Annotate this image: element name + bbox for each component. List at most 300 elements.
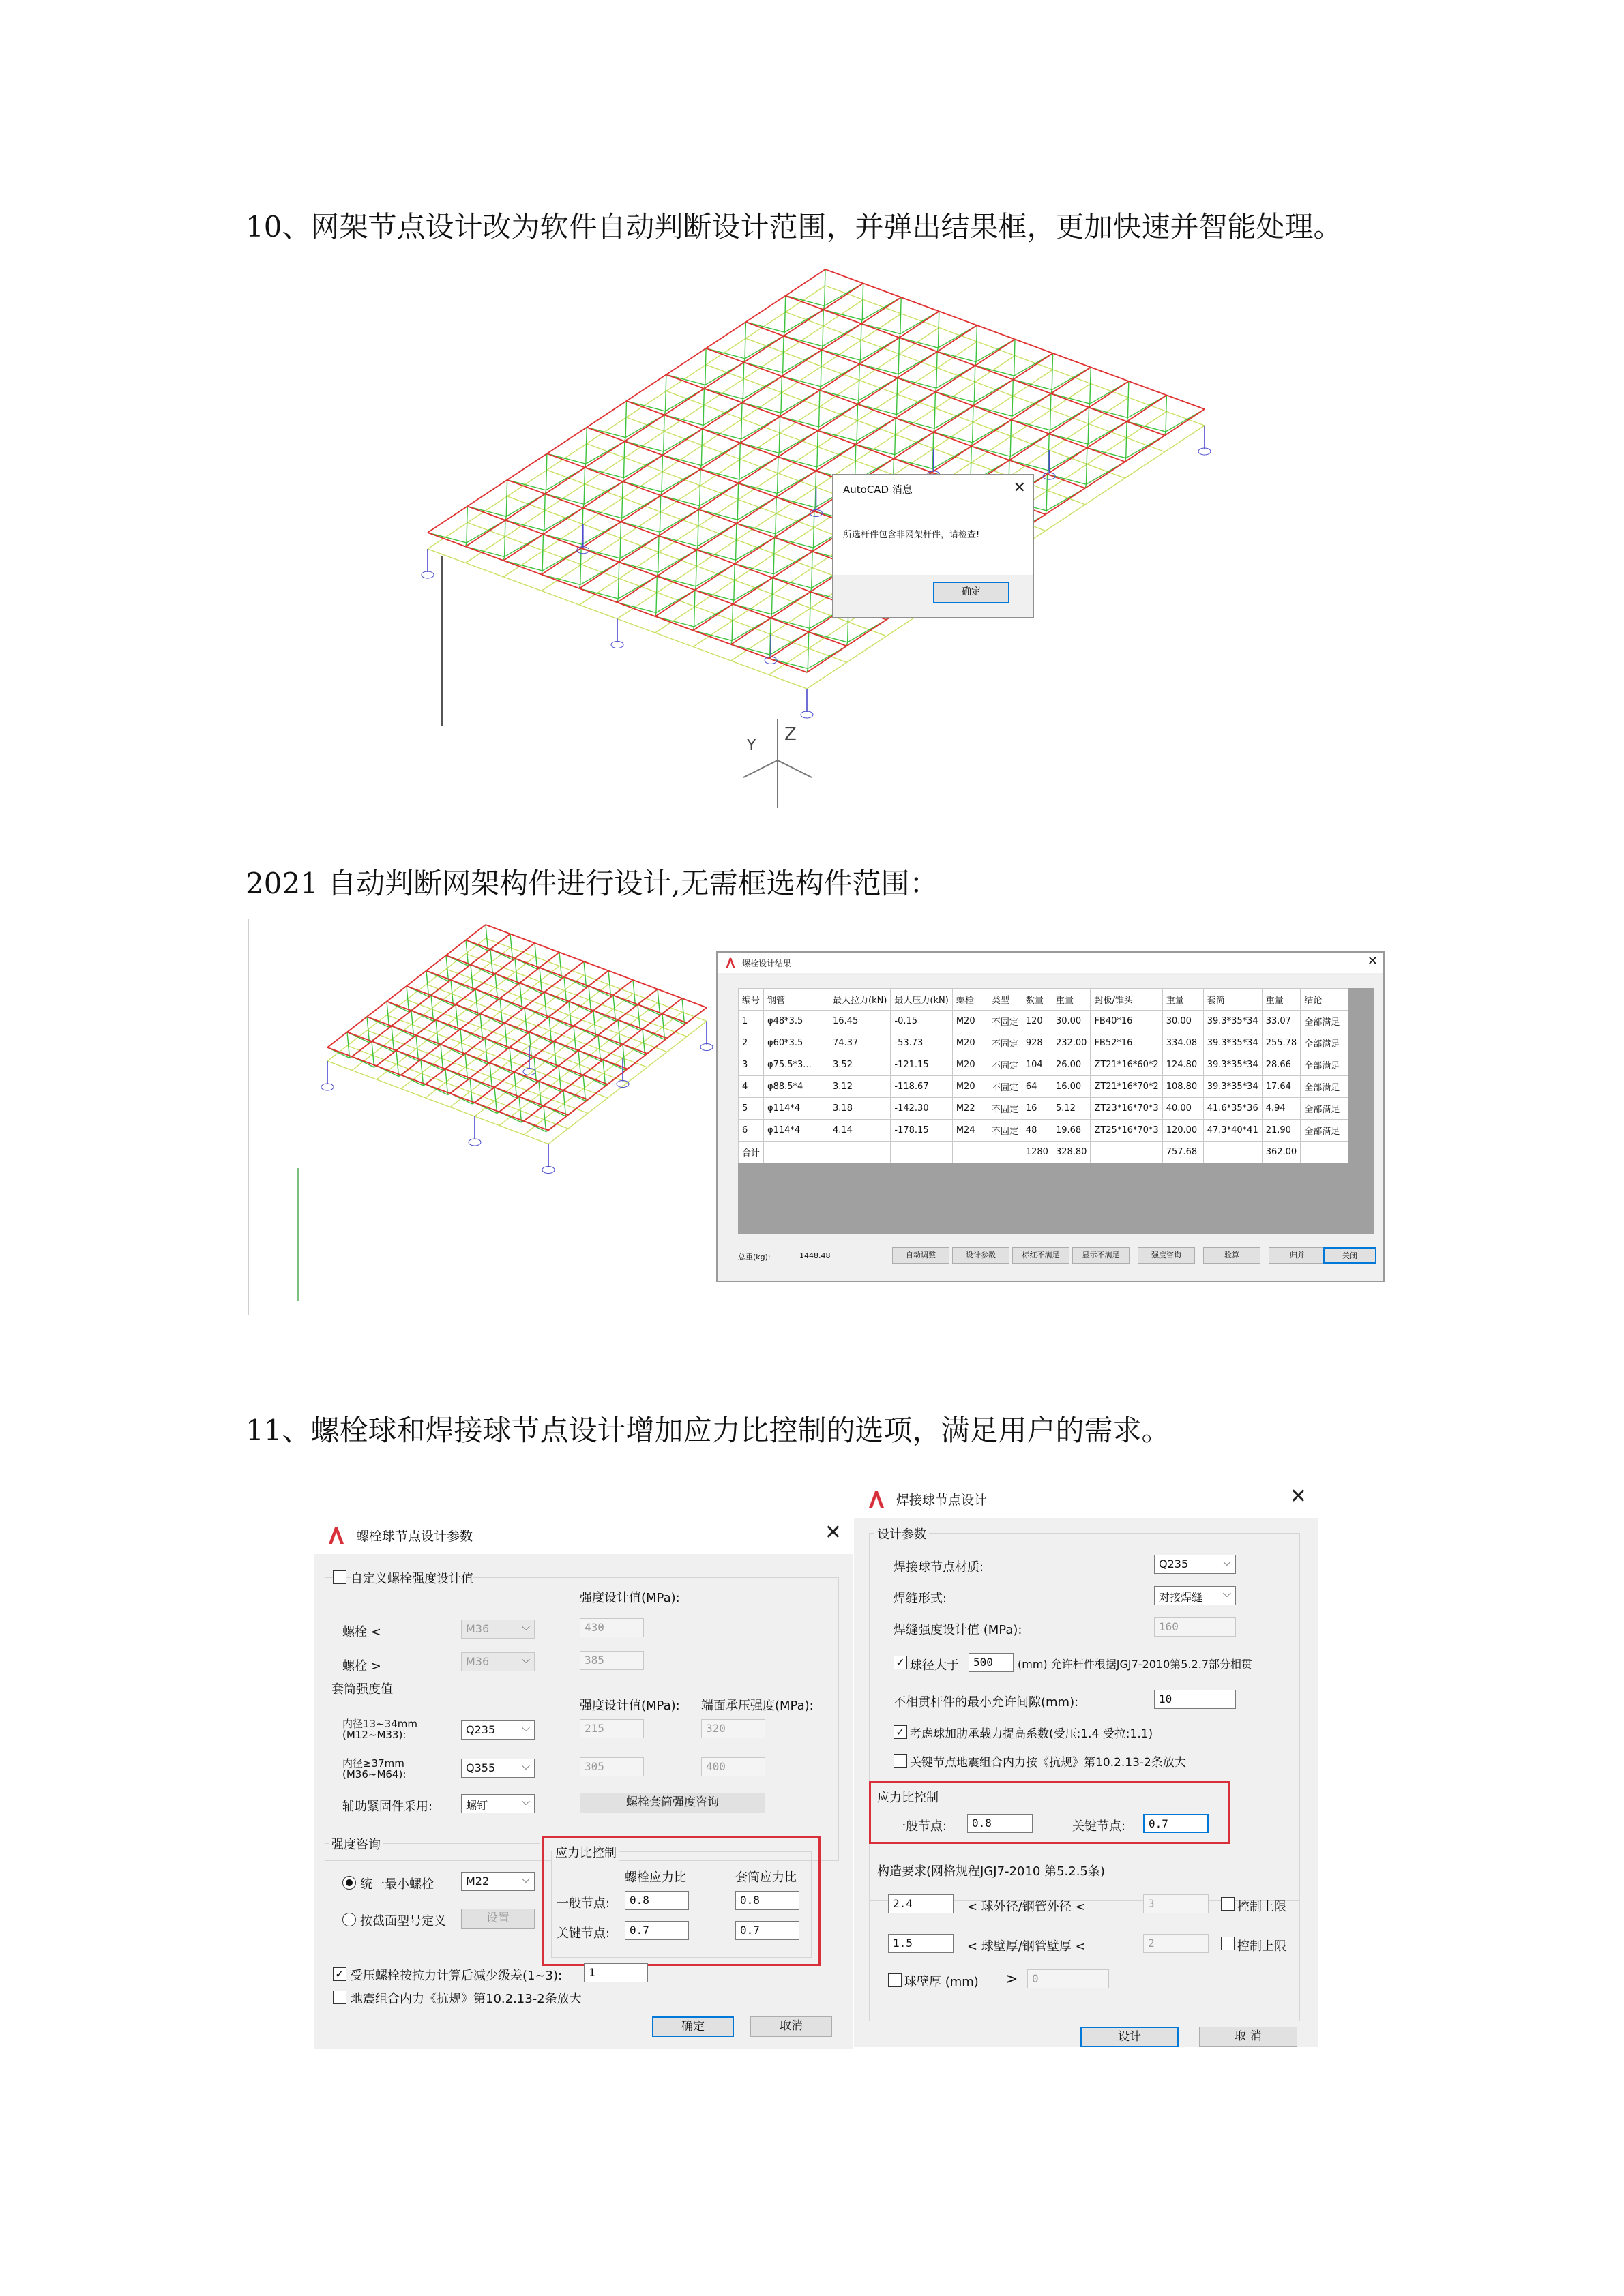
result-button[interactable]: 强度咨询	[1138, 1247, 1195, 1264]
truss-member	[704, 389, 742, 403]
truss-member	[1015, 340, 1053, 354]
table-row[interactable]	[739, 1054, 1348, 1076]
weld-normal-input[interactable]: 0.8	[967, 1814, 1033, 1833]
custom-strength-checkbox[interactable]	[333, 1570, 346, 1584]
table-cell: 编号	[739, 989, 764, 1011]
weld-key-input[interactable]: 0.7	[1143, 1814, 1209, 1833]
truss-member	[656, 576, 657, 613]
material-select[interactable]: Q235 ⌵	[1154, 1555, 1236, 1574]
inner1-bearing-input[interactable]: 320	[701, 1719, 765, 1738]
truss-member	[426, 1098, 450, 1107]
truss-member	[658, 989, 660, 1015]
truss-member	[825, 269, 863, 284]
weld-stress-ratio-title: 应力比控制	[874, 1788, 941, 1806]
weld-cancel-button[interactable]: 取 消	[1199, 2027, 1297, 2047]
ratio2-label: < 球壁厚/钢管壁厚 <	[967, 1939, 1086, 1954]
result-button[interactable]: 设计参数	[952, 1247, 1009, 1264]
tension-reduction-input[interactable]: 1	[584, 1963, 648, 1982]
total-weight-label: 总重(kg):	[738, 1253, 771, 1262]
section10-heading: 10、网架节点设计改为软件自动判断设计范围，并弹出结果框，更加快速并智能处理。	[246, 210, 1342, 243]
truss-member	[666, 348, 706, 375]
inner2-strength-input[interactable]: 305	[580, 1757, 644, 1776]
truss-member	[697, 550, 735, 564]
table-cell: 362.00	[1262, 1142, 1301, 1163]
custom-strength-label: 自定义螺栓强度设计值	[351, 1569, 473, 1587]
table-cell: 全部满足	[1301, 1120, 1348, 1142]
result-button[interactable]: 显示不满足	[1072, 1247, 1130, 1264]
truss-member	[700, 469, 739, 483]
table-cell: 不固定	[988, 1011, 1022, 1032]
truss-member	[347, 1017, 367, 1032]
truss-member	[467, 480, 507, 507]
ratio2-input[interactable]: 1.5	[888, 1934, 954, 1953]
autocad-message-dialog	[832, 474, 1034, 618]
weld-strength-input[interactable]: 160	[1154, 1617, 1236, 1637]
truss-member	[608, 971, 611, 997]
seismic-amplify-label: 地震组合内力《抗规》第10.2.13-2条放大	[351, 1992, 582, 2006]
inner2-material-select[interactable]: Q355 ⌵	[461, 1759, 535, 1778]
table-row[interactable]	[739, 1142, 1348, 1163]
truss-member	[667, 1037, 687, 1052]
truss-member	[633, 980, 658, 989]
truss-member	[1050, 393, 1051, 430]
truss-member	[428, 533, 466, 547]
truss-member	[608, 971, 633, 981]
strength-consult-group	[325, 1843, 540, 1952]
truss-member	[588, 1098, 608, 1114]
table-cell: 120.00	[1162, 1120, 1203, 1142]
truss-member	[771, 578, 772, 614]
truss-member	[733, 604, 771, 618]
truss-member	[628, 1067, 647, 1083]
truss-member	[658, 989, 682, 999]
table-cell: 套筒	[1203, 989, 1262, 1011]
table-cell: 40.00	[1162, 1098, 1203, 1120]
by-section-radio[interactable]	[342, 1913, 356, 1926]
msg-title: AutoCAD 消息	[843, 483, 913, 496]
table-header-row	[739, 989, 1348, 1011]
thickness-label: 球壁厚 (mm)	[904, 1975, 979, 1989]
truss-member	[773, 537, 774, 574]
sleeve-group-title: 套筒强度值	[329, 1680, 396, 1697]
table-row[interactable]	[739, 1011, 1348, 1032]
key-node-label: 关键节点:	[557, 1926, 610, 1941]
truss-member	[664, 415, 703, 430]
thickness-checkbox[interactable]	[888, 1973, 902, 1987]
table-cell: -142.30	[891, 1098, 952, 1120]
support-symbol	[801, 711, 813, 718]
truss-member	[823, 310, 861, 324]
truss-member	[973, 406, 1012, 420]
truss-member	[622, 481, 623, 518]
truss-member	[1125, 452, 1164, 479]
truss-member	[809, 632, 847, 646]
table-cell: 螺栓	[952, 989, 988, 1011]
truss-member	[1012, 380, 1013, 417]
truss-member	[974, 366, 975, 402]
truss-member	[934, 392, 935, 429]
close-icon[interactable]: ✕	[1013, 479, 1026, 496]
truss-member	[900, 338, 938, 351]
truss-member	[682, 998, 707, 1008]
inner1-label: 内径13~34mm	[342, 1718, 417, 1730]
truss-member	[503, 561, 542, 575]
weld-normal-label: 一般节点:	[894, 1819, 947, 1834]
strength-design-label: 强度设计值(MPa):	[580, 1591, 680, 1605]
table-cell: ZT21*16*70*2	[1091, 1076, 1162, 1098]
z-axis-label: Z	[784, 724, 797, 745]
welded-ball-design-dialog	[854, 1481, 1318, 2047]
diameter-checkbox[interactable]: ✓	[894, 1656, 907, 1669]
truss-member	[896, 378, 897, 415]
table-cell: FB52*16	[1091, 1032, 1162, 1054]
truss-member	[327, 1032, 347, 1048]
table-cell: 全部满足	[1301, 1011, 1348, 1032]
truss-member	[655, 616, 694, 631]
result-button[interactable]: 自动调整	[892, 1247, 949, 1264]
truss-member	[938, 312, 939, 348]
ok-button[interactable]: 确定	[933, 582, 1009, 603]
truss-member	[783, 336, 784, 373]
aux-fastener-label: 辅助紧固件采用:	[342, 1800, 433, 1814]
table-cell: 30.00	[1052, 1011, 1091, 1032]
truss-member	[779, 417, 780, 453]
ratio2-max-input[interactable]: 2	[1143, 1934, 1209, 1953]
truss-member	[584, 961, 587, 987]
truss-member	[659, 536, 697, 550]
normal-node-label: 一般节点:	[557, 1896, 610, 1911]
thickness-op: >	[1005, 1971, 1018, 1988]
result-button[interactable]: 验算	[1203, 1247, 1260, 1264]
close-icon[interactable]: ✕	[824, 1521, 842, 1545]
table-cell: 17.64	[1262, 1076, 1301, 1098]
rib-factor-label: 考虑球加肋承载力提高系数(受压:1.4 受拉:1.1)	[910, 1727, 1153, 1741]
truss-member	[819, 390, 820, 427]
table-cell: 5	[739, 1098, 764, 1120]
key-seismic-checkbox[interactable]	[894, 1754, 907, 1768]
table-cell: 全部满足	[1301, 1098, 1348, 1120]
truss-member	[1085, 478, 1125, 505]
truss-member	[506, 480, 507, 517]
truss-member	[1126, 421, 1127, 458]
table-cell: 1280	[1022, 1142, 1052, 1163]
bolt-lt-label: 螺栓 <	[342, 1625, 381, 1639]
truss-member	[568, 1114, 588, 1129]
table-row[interactable]	[739, 1076, 1348, 1098]
section11-heading: 11、螺栓球和焊接球节点设计增加应力比控制的选项，满足用户的需求。	[246, 1414, 1170, 1447]
inner1-material-select[interactable]: Q235 ⌵	[461, 1720, 535, 1740]
truss-member	[619, 562, 658, 576]
truss-member	[1089, 408, 1127, 422]
truss-member	[587, 428, 625, 442]
table-cell: 33.07	[1262, 1011, 1301, 1032]
aux-fastener-select[interactable]: 螺钉 ⌵	[461, 1794, 535, 1813]
truss-member	[507, 453, 547, 480]
truss-member	[428, 506, 467, 533]
truss-member	[507, 480, 546, 494]
table-cell: 28.66	[1262, 1054, 1301, 1076]
truss-member	[695, 590, 733, 604]
table-cell: φ114*4	[764, 1120, 829, 1142]
truss-member	[784, 336, 822, 351]
truss-member	[901, 297, 939, 312]
rib-factor-checkbox[interactable]: ✓	[894, 1725, 907, 1739]
truss-member	[736, 524, 737, 561]
truss-member	[706, 322, 745, 348]
truss-member	[327, 1061, 352, 1071]
truss-member	[1053, 353, 1091, 368]
table-cell: M20	[952, 1054, 988, 1076]
diameter-prefix-label: 球径大于	[910, 1658, 959, 1673]
truss-member	[581, 548, 619, 563]
table-row[interactable]	[739, 1032, 1348, 1054]
truss-member	[703, 389, 704, 426]
inner2-bearing-input[interactable]: 400	[701, 1757, 765, 1776]
table-cell: 不固定	[988, 1076, 1022, 1098]
truss-member	[744, 362, 782, 376]
truss-member	[863, 284, 902, 298]
close-icon[interactable]: ✕	[1367, 954, 1378, 968]
sleeve-consult-button[interactable]: 螺栓套筒强度咨询	[580, 1793, 765, 1813]
table-cell: 类型	[988, 989, 1022, 1011]
y-axis-label: Y	[747, 737, 756, 754]
truss-member	[1088, 408, 1089, 445]
table-cell: M24	[952, 1120, 988, 1142]
setting-button[interactable]: 设置	[461, 1909, 535, 1929]
truss-member	[740, 443, 778, 458]
truss-member	[731, 644, 769, 659]
result-button[interactable]: 标红不满足	[1012, 1247, 1069, 1264]
table-cell: 不固定	[988, 1032, 1022, 1054]
construct-title: 构造要求(网格规程JGJ7-2010 第5.2.5条)	[874, 1862, 1108, 1879]
result-button[interactable]: 归并	[1269, 1247, 1326, 1264]
table-cell: 最大压力(kN)	[891, 989, 952, 1011]
table-cell: 5.12	[1052, 1098, 1091, 1120]
gap-input[interactable]: 10	[1154, 1690, 1236, 1709]
truss-member	[846, 636, 886, 663]
table-cell	[764, 1142, 829, 1163]
table-row[interactable]	[739, 1098, 1348, 1120]
ratio1-label: < 球外径/钢管外径 <	[967, 1900, 1086, 1914]
table-cell: 3.12	[829, 1076, 891, 1098]
bolt-gt-input[interactable]: 385	[580, 1651, 644, 1670]
table-cell: 74.37	[829, 1032, 891, 1054]
truss-member	[446, 940, 466, 956]
truss-member	[505, 520, 544, 535]
autocad-logo-icon	[326, 1525, 346, 1546]
table-cell: 30.00	[1162, 1011, 1203, 1032]
ratio1-input[interactable]: 2.4	[888, 1894, 954, 1913]
truss-member	[776, 497, 814, 511]
key-bolt-ratio-input[interactable]: 0.7	[625, 1921, 689, 1940]
gap-label: 不相贯杆件的最小允许间隙(mm):	[894, 1695, 1079, 1710]
truss-member	[1010, 420, 1011, 457]
key-sleeve-ratio-input[interactable]: 0.7	[735, 1921, 799, 1940]
by-section-label: 按截面型号定义	[360, 1914, 446, 1928]
truss-member	[934, 432, 972, 447]
design-button[interactable]: 设计	[1080, 2027, 1179, 2047]
table-cell: 19.68	[1052, 1120, 1091, 1142]
total-weight-value: 1448.48	[799, 1251, 831, 1260]
table-cell	[1091, 1142, 1162, 1163]
truss-member	[896, 418, 934, 432]
diameter-input[interactable]: 500	[969, 1653, 1014, 1672]
ok-button[interactable]: 确定	[652, 2016, 734, 2037]
truss-member	[1014, 340, 1015, 376]
diameter-suffix-label: (mm) 允许杆件根据JGJ7-2010第5.2.7部分相贯	[1018, 1658, 1252, 1671]
truss-member	[1129, 381, 1167, 396]
truss-member	[579, 605, 617, 619]
bolt-ball-design-dialog	[314, 1517, 853, 2049]
bolt-stress-ratio-title: 应力比控制	[552, 1843, 619, 1861]
space-truss-figure-2	[247, 919, 724, 1315]
bolt-gt-select[interactable]: M36 ⌵	[461, 1652, 535, 1671]
truss-member	[745, 322, 784, 336]
bolt-design-result-window	[716, 951, 1385, 1282]
table-cell: 16	[1022, 1098, 1052, 1120]
table-cell: 48	[1022, 1120, 1052, 1142]
support-symbol	[422, 571, 434, 578]
inner1-sub: (M12~M33):	[342, 1729, 407, 1741]
tension-reduction-checkbox[interactable]: ✓	[333, 1967, 346, 1981]
truss-member	[547, 428, 587, 454]
table-cell: 120	[1022, 1011, 1052, 1032]
ratio2-limit-checkbox[interactable]	[1221, 1937, 1235, 1950]
table-cell: 3.52	[829, 1054, 891, 1076]
normal-sleeve-ratio-input[interactable]: 0.8	[735, 1891, 799, 1910]
cancel-button[interactable]: 取消	[750, 2016, 832, 2037]
truss-member	[859, 364, 898, 378]
truss-member	[1127, 421, 1165, 436]
truss-member	[542, 591, 580, 606]
table-cell: FB40*16	[1091, 1011, 1162, 1032]
truss-member	[544, 534, 582, 548]
table-cell: 数量	[1022, 989, 1052, 1011]
table-cell: 328.80	[1052, 1142, 1091, 1163]
truss-member	[1086, 448, 1087, 485]
table-cell: 16.45	[829, 1011, 891, 1032]
table-cell: M20	[952, 1032, 988, 1054]
table-cell: 21.90	[1262, 1120, 1301, 1142]
sleeve-bearing-label: 端面承压强度(MPa):	[701, 1699, 814, 1713]
design-params-title: 设计参数	[874, 1525, 929, 1542]
truss-member	[545, 494, 583, 508]
support-symbol	[469, 1139, 481, 1146]
truss-member	[658, 536, 659, 573]
truss-member	[559, 953, 584, 962]
table-cell: 26.00	[1052, 1054, 1091, 1076]
uniform-min-bolt-radio[interactable]	[342, 1876, 356, 1890]
truss-member	[769, 675, 807, 689]
result-button[interactable]: 关闭	[1323, 1247, 1376, 1264]
truss-member	[623, 481, 661, 496]
table-cell: 2	[739, 1032, 764, 1054]
ratio1-max-input[interactable]: 3	[1143, 1894, 1209, 1913]
bolt-lt-input[interactable]: 430	[580, 1618, 644, 1637]
table-cell: 3.18	[829, 1098, 891, 1120]
truss-member	[784, 296, 785, 333]
table-cell: 16.00	[1052, 1076, 1091, 1098]
table-row[interactable]	[739, 1120, 1348, 1142]
truss-member	[1090, 368, 1091, 404]
truss-member	[705, 348, 706, 385]
truss-member	[467, 506, 505, 520]
truss-member	[1046, 505, 1085, 531]
truss-member	[586, 428, 587, 464]
truss-member	[450, 1107, 475, 1117]
truss-member	[647, 1052, 667, 1068]
min-bolt-select[interactable]: M22 ⌵	[461, 1872, 535, 1891]
close-icon[interactable]: ✕	[1289, 1485, 1307, 1508]
table-cell: -178.15	[891, 1120, 952, 1142]
table-cell: 4.14	[829, 1120, 891, 1142]
truss-member	[1012, 420, 1050, 434]
bolt-ratio-col-label: 螺栓应力比	[625, 1870, 686, 1885]
truss-member	[894, 458, 932, 473]
truss-member	[780, 417, 818, 431]
strength-consult-title: 强度咨询	[329, 1835, 383, 1853]
truss-member	[737, 483, 738, 520]
material-label: 焊接球节点材质:	[894, 1560, 984, 1575]
truss-member	[661, 496, 699, 510]
truss-member	[742, 402, 780, 417]
table-cell: ZT25*16*70*3	[1091, 1120, 1162, 1142]
truss-member	[858, 404, 896, 419]
table-cell: -121.15	[891, 1054, 952, 1076]
weld-dialog-title: 焊接球节点设计	[896, 1493, 988, 1508]
truss-member	[579, 588, 617, 603]
table-cell: 最大拉力(kN)	[829, 989, 891, 1011]
table-cell: 928	[1022, 1032, 1052, 1054]
truss-member	[737, 524, 775, 538]
table-cell: φ75.5*3...	[764, 1054, 829, 1076]
ratio1-limit-checkbox[interactable]	[1221, 1897, 1235, 1911]
truss-member	[1166, 396, 1205, 410]
thickness-input[interactable]: 0	[1027, 1969, 1109, 1988]
key-seismic-label: 关键节点地震组合内力按《抗规》第10.2.13-2条放大	[910, 1756, 1186, 1770]
truss-member	[687, 1022, 707, 1037]
normal-bolt-ratio-input[interactable]: 0.8	[625, 1891, 689, 1910]
table-cell: 不固定	[988, 1054, 1022, 1076]
truss-member	[820, 390, 858, 404]
truss-member	[778, 457, 816, 471]
table-cell: 全部满足	[1301, 1032, 1348, 1054]
truss-member	[1009, 460, 1048, 475]
truss-member	[542, 575, 580, 589]
truss-member	[407, 971, 426, 987]
table-cell	[891, 1142, 952, 1163]
table-cell: ZT23*16*70*3	[1091, 1098, 1162, 1120]
truss-member	[466, 925, 486, 940]
autocad-logo-icon	[724, 957, 737, 969]
result-table-area	[738, 988, 1374, 1234]
truss-member	[732, 604, 733, 641]
seismic-amplify-checkbox[interactable]	[333, 1991, 346, 2004]
inner1-strength-input[interactable]: 215	[580, 1719, 644, 1738]
truss-member	[618, 562, 619, 599]
truss-member	[786, 296, 824, 310]
table-cell: 重量	[1262, 989, 1301, 1011]
truss-member	[694, 590, 695, 627]
bolt-lt-select[interactable]: M36 ⌵	[461, 1620, 535, 1639]
truss-member	[1048, 474, 1086, 488]
table-cell	[1203, 1142, 1262, 1163]
weld-type-select[interactable]: 对接焊缝 ⌵	[1154, 1586, 1236, 1605]
table-cell: 39.3*35*34	[1203, 1054, 1262, 1076]
truss-member	[1127, 381, 1128, 418]
truss-member	[475, 1116, 499, 1126]
truss-member	[739, 483, 777, 498]
